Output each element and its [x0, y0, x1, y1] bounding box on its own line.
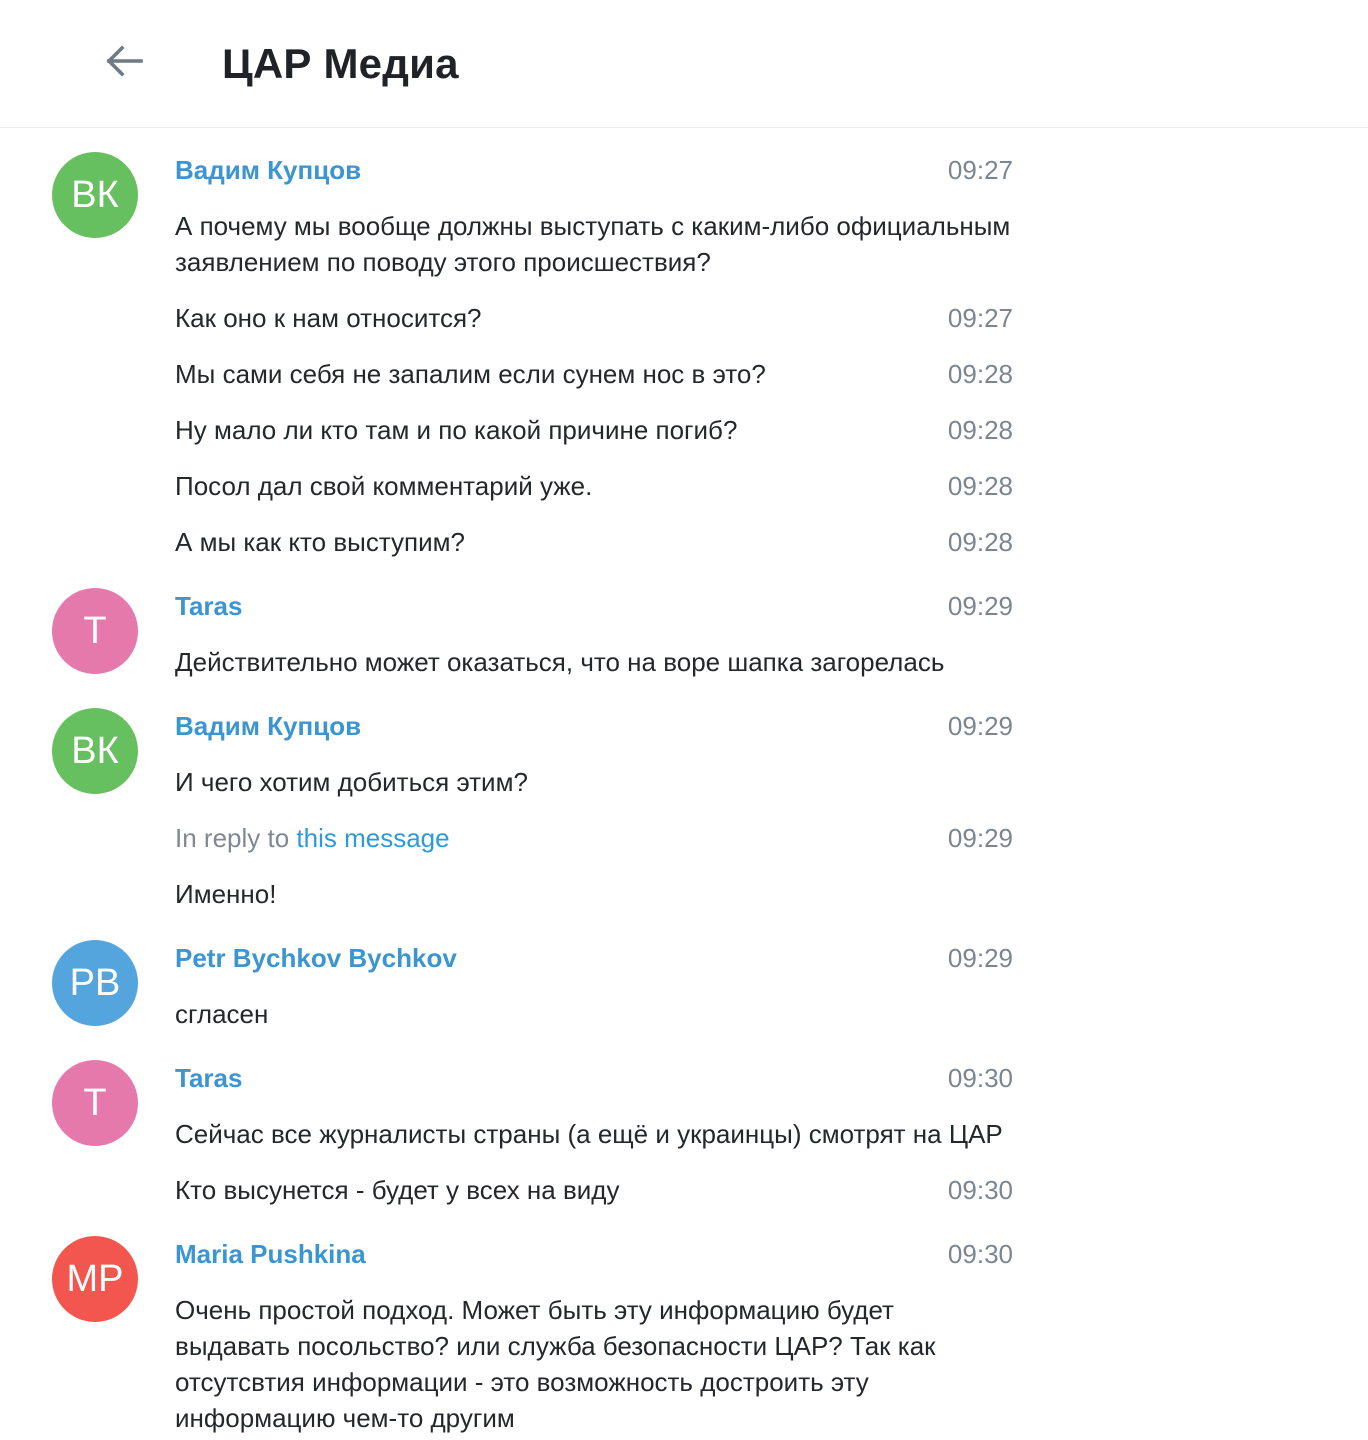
message-text: Именно!	[175, 879, 277, 909]
message-row	[175, 208, 1013, 280]
message-text: Сейчас все журналисты страны (а ещё и украинцы) смотрят на ЦАР	[175, 1119, 1003, 1149]
reply-label: In reply to	[175, 823, 290, 853]
message-row	[175, 644, 1013, 680]
message-group	[52, 1060, 1013, 1208]
avatar-initials: PB	[69, 961, 121, 1004]
message-row	[175, 764, 1013, 800]
message-row	[175, 1172, 1013, 1208]
message-text: Очень простой подход. Может быть эту информацию будет выдавать посольство? или служба безопасности ЦАР? Так как отсутсвтия информации - это возможность достроить эту информацию чем-то другим	[175, 1295, 936, 1433]
message-text: Как оно к нам относится?	[175, 303, 482, 333]
message-row	[175, 996, 1013, 1032]
message-text: А мы как кто выступим?	[175, 527, 465, 557]
timestamp: 09:29	[947, 591, 1013, 621]
avatar-initials: T	[83, 1081, 107, 1124]
message-text: Посол дал свой комментарий уже.	[175, 471, 593, 501]
message-group	[52, 940, 1013, 1032]
sender-name[interactable]: Petr Bychkov Bychkov	[175, 943, 457, 973]
name-row	[175, 152, 1013, 188]
reply-link[interactable]: this message	[296, 823, 450, 853]
name-row	[175, 1236, 1013, 1272]
avatar[interactable]	[52, 940, 138, 1026]
message-text: И чего хотим добиться этим?	[175, 767, 528, 797]
sender-name[interactable]: Taras	[175, 591, 243, 621]
message-list	[0, 128, 1368, 1436]
name-row	[175, 940, 1013, 976]
reply-header-row	[175, 820, 1013, 856]
avatar-initials: T	[83, 609, 107, 652]
avatar-initials: MP	[66, 1257, 124, 1300]
message-group	[52, 152, 1013, 560]
sender-name[interactable]: Вадим Купцов	[175, 155, 362, 185]
sender-name[interactable]: Taras	[175, 1063, 243, 1093]
chat-title: ЦАР Медиа	[222, 39, 459, 87]
name-row	[175, 588, 1013, 624]
message-text: сгласен	[175, 999, 269, 1029]
timestamp: 09:28	[947, 527, 1013, 557]
message-group	[52, 1236, 1013, 1436]
timestamp: 09:28	[947, 471, 1013, 501]
avatar-initials: ВК	[71, 729, 119, 772]
timestamp: 09:29	[947, 823, 1013, 853]
message-row	[175, 1292, 1013, 1436]
avatar[interactable]	[52, 1060, 138, 1146]
timestamp: 09:29	[947, 943, 1013, 973]
sender-name[interactable]: Вадим Купцов	[175, 711, 362, 741]
message-text: Действительно может оказаться, что на воре шапка загорелась	[175, 647, 945, 677]
back-button[interactable]	[102, 42, 146, 86]
message-row	[175, 1116, 1013, 1152]
message-row	[175, 468, 1013, 504]
name-row	[175, 708, 1013, 744]
timestamp: 09:29	[947, 711, 1013, 741]
timestamp: 09:27	[947, 303, 1013, 333]
message-group	[52, 588, 1013, 680]
message-text: Ну мало ли кто там и по какой причине погиб?	[175, 415, 738, 445]
message-row	[175, 412, 1013, 448]
avatar[interactable]	[52, 708, 138, 794]
message-text: Кто высунется - будет у всех на виду	[175, 1175, 620, 1205]
message-row	[175, 356, 1013, 392]
timestamp: 09:30	[947, 1239, 1013, 1269]
chat-header	[0, 0, 1368, 128]
avatar[interactable]	[52, 152, 138, 238]
message-text: А почему мы вообще должны выступать с каким-либо официальным заявлением по поводу этого происшествия?	[175, 211, 1011, 277]
message-row	[175, 300, 1013, 336]
back-arrow-icon	[105, 44, 143, 83]
timestamp: 09:28	[947, 359, 1013, 389]
message-row	[175, 876, 1013, 912]
message-row	[175, 524, 1013, 560]
sender-name[interactable]: Maria Pushkina	[175, 1239, 366, 1269]
avatar[interactable]	[52, 1236, 138, 1322]
timestamp: 09:28	[947, 415, 1013, 445]
avatar[interactable]	[52, 588, 138, 674]
avatar-initials: ВК	[71, 173, 119, 216]
timestamp: 09:30	[947, 1063, 1013, 1093]
name-row	[175, 1060, 1013, 1096]
message-text: Мы сами себя не запалим если сунем нос в это?	[175, 359, 766, 389]
message-group	[52, 708, 1013, 912]
timestamp: 09:27	[947, 155, 1013, 185]
timestamp: 09:30	[947, 1175, 1013, 1205]
